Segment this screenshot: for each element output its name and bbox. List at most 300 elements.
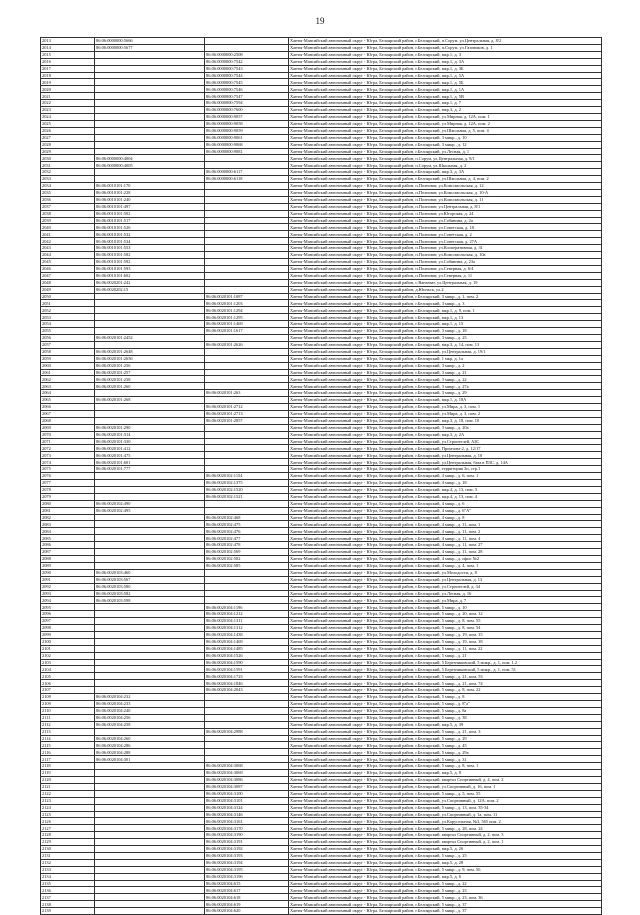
land-cadastral-number-cell	[95, 763, 205, 770]
land-cadastral-number-cell: 86:06:0000000:5677	[95, 44, 205, 51]
address-cell: Ханты-Мансийский автономный округ - Югра, Белоярский район, г.Белоярский, п.Сорум, ул.Центральная, д. 8/2	[289, 38, 602, 45]
building-cadastral-number-cell: 86:06:0020104:1438	[205, 631, 289, 638]
address-cell: Ханты-Мансийский автономный округ - Югра, Белоярский район, г.Белоярский, 3 микр., д. 3	[289, 300, 602, 307]
address-cell: Ханты-Мансийский автономный округ - Югра, Белоярский район, г.Белоярский, 3 микр., д. 21	[289, 369, 602, 376]
land-cadastral-number-cell: 86:06:0020101:256	[95, 362, 205, 369]
land-cadastral-number-cell	[95, 797, 205, 804]
row-number-cell: 2093	[41, 590, 95, 597]
building-cadastral-number-cell	[205, 445, 289, 452]
row-number-cell: 2068	[41, 417, 95, 424]
table-row	[41, 859, 602, 866]
building-cadastral-number-cell	[205, 721, 289, 728]
table-row	[41, 196, 602, 203]
address-cell: Ханты-Мансийский автономный округ - Югра, Белоярский район, п.Полноват, ул.Северная, д. 11	[289, 272, 602, 279]
address-cell: Ханты-Мансийский автономный округ - Югра, Белоярский район, п.Сорум, ул.Школьная, д. 2	[289, 162, 602, 169]
row-number-cell: 2095	[41, 604, 95, 611]
building-cadastral-number-cell	[205, 500, 289, 507]
land-cadastral-number-cell	[95, 521, 205, 528]
building-cadastral-number-cell	[205, 203, 289, 210]
row-number-cell: 2050	[41, 293, 95, 300]
table-row	[41, 728, 602, 735]
address-cell: Ханты-Мансийский автономный округ - Югра, Белоярский район, г.Белоярский, 3 микр., д. 25	[289, 334, 602, 341]
land-cadastral-number-cell	[95, 645, 205, 652]
land-cadastral-number-cell	[95, 134, 205, 141]
row-number-cell: 2026	[41, 127, 95, 134]
building-cadastral-number-cell: 86:06:0020104:615	[205, 880, 289, 887]
row-number-cell: 2061	[41, 369, 95, 376]
address-cell: Ханты-Мансийский автономный округ - Югра, Белоярский район, г.Белоярский, мкр.3, д. 14, пом. 13	[289, 341, 602, 348]
row-number-cell: 2108	[41, 694, 95, 701]
row-number-cell: 2127	[41, 825, 95, 832]
table-row	[41, 749, 602, 756]
row-number-cell: 2032	[41, 169, 95, 176]
land-cadastral-number-cell: 86:06:0010101:534	[95, 238, 205, 245]
land-cadastral-number-cell	[95, 148, 205, 155]
table-row	[41, 279, 602, 286]
land-cadastral-number-cell	[95, 894, 205, 901]
land-cadastral-number-cell	[95, 652, 205, 659]
address-cell: Ханты-Мансийский автономный округ - Югра, Белоярский район, г.Белоярский, мкр.3, д. 3А	[289, 169, 602, 176]
address-cell: Ханты-Мансийский автономный округ - Югра, Белоярский район, г.Белоярский, ул.Школьная, д. 5, пом. 4	[289, 127, 602, 134]
table-row	[41, 390, 602, 397]
address-cell: Ханты-Мансийский автономный округ - Югра, Белоярский район, г.Белоярский, 3 микр., д. 20а	[289, 424, 602, 431]
land-cadastral-number-cell: 86:06:0020104:256	[95, 714, 205, 721]
row-number-cell: 2016	[41, 58, 95, 65]
table-row	[41, 701, 602, 708]
land-cadastral-number-cell: 86:06:0000000:4005	[95, 162, 205, 169]
building-cadastral-number-cell: 86:06:0020101:263	[205, 390, 289, 397]
table-row	[41, 707, 602, 714]
address-cell: Ханты-Мансийский автономный округ - Югра, Белоярский район, г.Белоярский, ул.Строителей, д. 34	[289, 583, 602, 590]
row-number-cell: 2059	[41, 355, 95, 362]
building-cadastral-number-cell: 86:06:0020104:3193	[205, 852, 289, 859]
table-row	[41, 521, 602, 528]
address-cell: Ханты-Мансийский автономный округ - Югра, Белоярский район, г.Белоярский, 4 микр., д. 11, пом. 27	[289, 542, 602, 549]
address-cell: Ханты-Мансийский автономный округ - Югра, Белоярский район, г.Белоярский, 5 микр., д. 28, пом. 24	[289, 825, 602, 832]
address-cell: Ханты-Мансийский автономный округ - Югра, Белоярский район, г.Белоярский, мкр.5, д. 8	[289, 770, 602, 777]
land-cadastral-number-cell: 86:06:0020103:598	[95, 597, 205, 604]
row-number-cell: 2028	[41, 141, 95, 148]
land-cadastral-number-cell: 86:06:0020104:260	[95, 735, 205, 742]
address-cell: Ханты-Мансийский автономный округ - Югра, Белоярский район, г.Белоярский, 5 микр., д. 37	[289, 901, 602, 908]
land-cadastral-number-cell: 86:06:0010101:532	[95, 231, 205, 238]
address-cell: Ханты-Мансийский автономный округ - Югра, Белоярский район, г.Белоярский, мкр.1, д. 9, пом. 1	[289, 307, 602, 314]
row-number-cell: 2126	[41, 818, 95, 825]
land-cadastral-number-cell	[95, 825, 205, 832]
building-cadastral-number-cell: 86:06:0020102:475	[205, 521, 289, 528]
table-row	[41, 100, 602, 107]
land-cadastral-number-cell	[95, 300, 205, 307]
address-cell: Ханты-Мансийский автономный округ - Югра, Белоярский район, п.Полноват, ул.Советская, д. 18	[289, 224, 602, 231]
row-number-cell: 2044	[41, 252, 95, 259]
building-cadastral-number-cell: 86:06:0020102:1375	[205, 480, 289, 487]
land-cadastral-number-cell: 86:06:0010101:593	[95, 265, 205, 272]
table-row	[41, 38, 602, 45]
building-cadastral-number-cell: 86:06:0020102:582	[205, 555, 289, 562]
land-cadastral-number-cell	[95, 873, 205, 880]
building-cadastral-number-cell: 86:06:0000000:9058	[205, 120, 289, 127]
land-cadastral-number-cell: 86:06:0010101:517	[95, 217, 205, 224]
address-cell: Ханты-Мансийский автономный округ - Югра, Белоярский район, п.Полноват, ул.Северная, д. 6/4	[289, 265, 602, 272]
address-cell: Ханты-Мансийский автономный округ - Югра, Белоярский район, г.Белоярский, мкр.1, д. 5Б	[289, 79, 602, 86]
table-row	[41, 348, 602, 355]
row-number-cell: 2117	[41, 756, 95, 763]
address-cell: Ханты-Мансийский автономный округ - Югра, Белоярский район, г.Белоярский, 3 микр., д. 10	[289, 134, 602, 141]
table-row	[41, 528, 602, 535]
table-row	[41, 776, 602, 783]
table-row	[41, 714, 602, 721]
row-number-cell: 2089	[41, 562, 95, 569]
building-cadastral-number-cell: 86:06:0020104:3194	[205, 859, 289, 866]
land-cadastral-number-cell	[95, 542, 205, 549]
address-cell: Ханты-Мансийский автономный округ - Югра, Белоярский район, г.Белоярский, мкр.4, д. 13, пом. 3	[289, 486, 602, 493]
building-cadastral-number-cell	[205, 742, 289, 749]
address-cell: Ханты-Мансийский автономный округ - Югра, Белоярский район, г.Белоярский, 3 микр., д. 12	[289, 141, 602, 148]
address-cell: Ханты-Мансийский автономный округ - Югра, Белоярский район, г.Белоярский, мкр.1, д. 7	[289, 100, 602, 107]
address-cell: Ханты-Мансийский автономный округ - Югра, Белоярский район, г.Белоярский, мкр.3, д. 2А	[289, 431, 602, 438]
row-number-cell: 2106	[41, 680, 95, 687]
land-cadastral-number-cell	[95, 776, 205, 783]
address-cell: Ханты-Мансийский автономный округ - Югра, Белоярский район, г.Белоярский, 4 микр., д. 6	[289, 500, 602, 507]
table-row	[41, 431, 602, 438]
table-row	[41, 210, 602, 217]
address-cell: Ханты-Мансийский автономный округ - Югра, Белоярский район, п.Полноват, ул.Югорская, д. 24	[289, 210, 602, 217]
land-cadastral-number-cell: 86:06:0020101:777	[95, 466, 205, 473]
row-number-cell: 2021	[41, 93, 95, 100]
land-cadastral-number-cell: 86:06:0020101:257	[95, 369, 205, 376]
address-cell: Ханты-Мансийский автономный округ - Югра, Белоярский район, п.Полноват, ул.Комсомольская, д. 12	[289, 183, 602, 190]
land-cadastral-number-cell	[95, 176, 205, 183]
row-number-cell: 2047	[41, 272, 95, 279]
row-number-cell: 2076	[41, 473, 95, 480]
building-cadastral-number-cell	[205, 438, 289, 445]
table-row	[41, 355, 602, 362]
row-number-cell: 2136	[41, 887, 95, 894]
building-cadastral-number-cell	[205, 569, 289, 576]
land-cadastral-number-cell: 86:06:0020202:15	[95, 286, 205, 293]
building-cadastral-number-cell: 86:06:0000000:6118	[205, 176, 289, 183]
table-row	[41, 300, 602, 307]
row-number-cell: 2025	[41, 120, 95, 127]
table-row	[41, 341, 602, 348]
building-cadastral-number-cell	[205, 424, 289, 431]
property-register-table	[40, 37, 602, 915]
address-cell: Ханты-Мансийский автономный округ - Югра, Белоярский район, г.Белоярский, 5 Березниковский, 5 микр., д. 1, пом. 51	[289, 666, 602, 673]
land-cadastral-number-cell	[95, 832, 205, 839]
land-cadastral-number-cell: 86:06:0020101:2656	[95, 355, 205, 362]
building-cadastral-number-cell: 86:06:0020104:3170	[205, 825, 289, 832]
land-cadastral-number-cell	[95, 404, 205, 411]
address-cell: Ханты-Мансийский автономный округ - Югра, Белоярский район, г.Белоярский, ул.Мирная, д. 12А, пом. 2	[289, 120, 602, 127]
building-cadastral-number-cell: 86:06:0020104:1590	[205, 659, 289, 666]
table-row	[41, 404, 602, 411]
row-number-cell: 2124	[41, 804, 95, 811]
land-cadastral-number-cell	[95, 417, 205, 424]
row-number-cell: 2031	[41, 162, 95, 169]
address-cell: Ханты-Мансийский автономный округ - Югра, Белоярский район, г.Белоярский, 5 микр., д. 22	[289, 880, 602, 887]
table-row	[41, 417, 602, 424]
land-cadastral-number-cell: 86:06:0020101:475	[95, 452, 205, 459]
land-cadastral-number-cell: 86:06:0020101:268	[95, 397, 205, 404]
address-cell: Ханты-Мансийский автономный округ - Югра, Белоярский район, г.Белоярский, квартал Спортивный, д. 2, пом. 3	[289, 832, 602, 839]
address-cell: Ханты-Мансийский автономный округ - Югра, Белоярский район, г.Белоярский, 5 микр., д. 8, пом. 1	[289, 763, 602, 770]
table-row	[41, 818, 602, 825]
land-cadastral-number-cell	[95, 846, 205, 853]
row-number-cell: 2038	[41, 210, 95, 217]
building-cadastral-number-cell	[205, 155, 289, 162]
address-cell: Ханты-Мансийский автономный округ - Югра, Белоярский район, г.Белоярский, ул.Лесная, д. 1	[289, 148, 602, 155]
row-number-cell: 2048	[41, 279, 95, 286]
table-body	[41, 38, 602, 915]
table-row	[41, 486, 602, 493]
building-cadastral-number-cell	[205, 362, 289, 369]
row-number-cell: 2060	[41, 362, 95, 369]
table-row	[41, 625, 602, 632]
address-cell: Ханты-Мансийский автономный округ - Югра, Белоярский район, п.Полноват, ул.Комсомольская, д. 10-А	[289, 189, 602, 196]
building-cadastral-number-cell	[205, 369, 289, 376]
table-row	[41, 901, 602, 908]
table-row	[41, 887, 602, 894]
table-row	[41, 535, 602, 542]
table-row	[41, 562, 602, 569]
table-row	[41, 673, 602, 680]
row-number-cell: 2045	[41, 259, 95, 266]
address-cell: Ханты-Мансийский автономный округ - Югра, Белоярский район, г.Белоярский, 5 микр., д. 45	[289, 742, 602, 749]
building-cadastral-number-cell: 86:06:0000000:9081	[205, 148, 289, 155]
building-cadastral-number-cell	[205, 210, 289, 217]
address-cell: Ханты-Мансийский автономный округ - Югра, Белоярский район, п.Сорум, ул.Центральная, д. 8/1	[289, 155, 602, 162]
row-number-cell: 2082	[41, 514, 95, 521]
land-cadastral-number-cell: 86:06:0020201:242	[95, 279, 205, 286]
row-number-cell: 2022	[41, 100, 95, 107]
building-cadastral-number-cell: 86:06:0020104:3087	[205, 783, 289, 790]
building-cadastral-number-cell: 86:06:0020104:2988	[205, 728, 289, 735]
land-cadastral-number-cell: 86:06:0010101:582	[95, 252, 205, 259]
row-number-cell: 2123	[41, 797, 95, 804]
building-cadastral-number-cell	[205, 189, 289, 196]
table-row	[41, 79, 602, 86]
row-number-cell: 2110	[41, 707, 95, 714]
row-number-cell: 2118	[41, 763, 95, 770]
row-number-cell: 2018	[41, 72, 95, 79]
table-row	[41, 397, 602, 404]
address-cell: Ханты-Мансийский автономный округ - Югра, Белоярский район, г.Белоярский, 4 микр., д. 11, пом. 28	[289, 549, 602, 556]
table-row	[41, 424, 602, 431]
land-cadastral-number-cell: 86:06:0020101:601	[95, 459, 205, 466]
address-cell: Ханты-Мансийский автономный округ - Югра, Белоярский район, г.Белоярский, 5 микр., д. 21	[289, 652, 602, 659]
address-cell: Ханты-Мансийский автономный округ - Югра, Белоярский район, г.Белоярский, 5 микр., д. 23, пом. 36	[289, 894, 602, 901]
land-cadastral-number-cell	[95, 390, 205, 397]
address-cell: Ханты-Мансийский автономный округ - Югра, Белоярский район, г.Белоярский, квартал Спортивный, д. 2, пом. 1	[289, 839, 602, 846]
row-number-cell: 2100	[41, 638, 95, 645]
table-row	[41, 466, 602, 473]
land-cadastral-number-cell	[95, 58, 205, 65]
table-row	[41, 141, 602, 148]
land-cadastral-number-cell	[95, 604, 205, 611]
building-cadastral-number-cell	[205, 466, 289, 473]
building-cadastral-number-cell: 86:06:0020104:1311	[205, 618, 289, 625]
building-cadastral-number-cell	[205, 749, 289, 756]
table-row	[41, 542, 602, 549]
table-row	[41, 51, 602, 58]
table-row	[41, 680, 602, 687]
address-cell: Ханты-Мансийский автономный округ - Югра, Белоярский район, г.Белоярский, 5 микр., д. 10	[289, 604, 602, 611]
building-cadastral-number-cell: 86:06:0020104:1846	[205, 680, 289, 687]
land-cadastral-number-cell: 86:06:0020101:412	[95, 445, 205, 452]
address-cell: Ханты-Мансийский автономный округ - Югра, Белоярский район, г.Белоярский, ул.Спортивный, д. 12А, пом. 2	[289, 797, 602, 804]
building-cadastral-number-cell: 86:06:0020102:468	[205, 514, 289, 521]
row-number-cell: 2055	[41, 328, 95, 335]
building-cadastral-number-cell: 86:06:0020102:569	[205, 549, 289, 556]
table-row	[41, 645, 602, 652]
building-cadastral-number-cell	[205, 383, 289, 390]
address-cell: Ханты-Мансийский автономный округ - Югра, Белоярский район, г.Белоярский, 3 микр., д. 18	[289, 328, 602, 335]
address-cell: Ханты-Мансийский автономный округ - Югра, Белоярский район, п.Полноват, ул.Советская, д. 27А	[289, 238, 602, 245]
building-cadastral-number-cell: 86:06:0020102:476	[205, 528, 289, 535]
building-cadastral-number-cell	[205, 756, 289, 763]
table-row	[41, 618, 602, 625]
building-cadastral-number-cell: 86:06:0020101:2712	[205, 404, 289, 411]
table-row	[41, 493, 602, 500]
land-cadastral-number-cell: 86:06:0010101:170	[95, 183, 205, 190]
row-number-cell: 2071	[41, 438, 95, 445]
address-cell: Ханты-Мансийский автономный округ - Югра, Белоярский район, п.Полноват, ул.Кооперативная, д. 31	[289, 245, 602, 252]
address-cell: Ханты-Мансийский автономный округ - Югра, Белоярский район, г.Белоярский, мкр.3, д. 2	[289, 107, 602, 114]
building-cadastral-number-cell	[205, 238, 289, 245]
table-row	[41, 569, 602, 576]
land-cadastral-number-cell	[95, 804, 205, 811]
row-number-cell: 2105	[41, 673, 95, 680]
table-row	[41, 866, 602, 873]
building-cadastral-number-cell: 86:06:0000000:7547	[205, 93, 289, 100]
building-cadastral-number-cell	[205, 707, 289, 714]
row-number-cell: 2120	[41, 776, 95, 783]
address-cell: Ханты-Мансийский автономный округ - Югра, Белоярский район, г.Белоярский, ул.Центральная, д. 10	[289, 452, 602, 459]
address-cell: Ханты-Мансийский автономный округ - Югра, Белоярский район, с.Ванзеват, ул.Центральная, д. 19	[289, 279, 602, 286]
land-cadastral-number-cell: 86:06:0010101:526	[95, 224, 205, 231]
address-cell: Ханты-Мансийский автономный округ - Югра, Белоярский район, г.Белоярский, территория 3п, стр.1	[289, 466, 602, 473]
land-cadastral-number-cell	[95, 638, 205, 645]
building-cadastral-number-cell: 86:06:0000000:7545	[205, 79, 289, 86]
address-cell: Ханты-Мансийский автономный округ - Югра, Белоярский район, г.Белоярский, 3 микр., д. 2	[289, 362, 602, 369]
table-row	[41, 321, 602, 328]
land-cadastral-number-cell	[95, 811, 205, 818]
land-cadastral-number-cell	[95, 169, 205, 176]
row-number-cell: 2014	[41, 44, 95, 51]
table-row	[41, 86, 602, 93]
address-cell: Ханты-Мансийский автономный округ - Югра, Белоярский район, г.Белоярский, 5 микр., д. 37	[289, 908, 602, 915]
row-number-cell: 2087	[41, 549, 95, 556]
land-cadastral-number-cell	[95, 127, 205, 134]
row-number-cell: 2017	[41, 65, 95, 72]
table-row	[41, 155, 602, 162]
building-cadastral-number-cell: 86:06:0020104:3196	[205, 873, 289, 880]
address-cell: Ханты-Мансийский автономный округ - Югра, Белоярский район, г.Белоярский, мкр.1, д. 5В	[289, 93, 602, 100]
row-number-cell: 2113	[41, 728, 95, 735]
land-cadastral-number-cell	[95, 514, 205, 521]
table-row	[41, 369, 602, 376]
land-cadastral-number-cell	[95, 659, 205, 666]
row-number-cell: 2037	[41, 203, 95, 210]
page-number: 19	[315, 16, 325, 26]
table-row	[41, 328, 602, 335]
land-cadastral-number-cell: 86:06:0010101:240	[95, 196, 205, 203]
row-number-cell: 2074	[41, 459, 95, 466]
address-cell: Ханты-Мансийский автономный округ - Югра, Белоярский район, г.Белоярский, ул.Центральная, база в ПЗС, д. 14А	[289, 459, 602, 466]
land-cadastral-number-cell: 86:06:0020101:258	[95, 376, 205, 383]
table-row	[41, 259, 602, 266]
address-cell: Ханты-Мансийский автономный округ - Югра, Белоярский район, г.Белоярский, мкр.1, д. 18А	[289, 397, 602, 404]
building-cadastral-number-cell	[205, 231, 289, 238]
row-number-cell: 2114	[41, 735, 95, 742]
address-cell: Ханты-Мансийский автономный округ - Югра, Белоярский район, г.Белоярский, 5 микр., д. 20, пом. 12	[289, 611, 602, 618]
table-row	[41, 265, 602, 272]
address-cell: Ханты-Мансийский автономный округ - Югра, Белоярский район, г.Белоярский, 5 микр., д. 21, пом. 74	[289, 680, 602, 687]
address-cell: Ханты-Мансийский автономный округ - Югра, Белоярский район, г.Белоярский, мкр.5, д. 26	[289, 846, 602, 853]
land-cadastral-number-cell: 86:06:0020103:460	[95, 569, 205, 576]
row-number-cell: 2122	[41, 790, 95, 797]
table-row	[41, 362, 602, 369]
address-cell: Ханты-Мансийский автономный округ - Югра, Белоярский район, г.Белоярский, 3 микр., д. 1, пом. 2	[289, 293, 602, 300]
building-cadastral-number-cell	[205, 279, 289, 286]
address-cell: Ханты-Мансийский автономный округ - Югра, Белоярский район, г.Белоярский, мкр.5, д. 28	[289, 859, 602, 866]
building-cadastral-number-cell	[205, 355, 289, 362]
row-number-cell: 2067	[41, 410, 95, 417]
land-cadastral-number-cell	[95, 107, 205, 114]
address-cell: Ханты-Мансийский автономный округ - Югра, Белоярский район, п.Полноват, ул.Советская, д. 2	[289, 231, 602, 238]
table-row	[41, 307, 602, 314]
row-number-cell: 2132	[41, 859, 95, 866]
address-cell: Ханты-Мансийский автономный округ - Югра, Белоярский район, г.Белоярский, 3 микр., д. 22	[289, 376, 602, 383]
land-cadastral-number-cell: 86:06:0020104:233	[95, 701, 205, 708]
building-cadastral-number-cell: 86:06:0020102:1520	[205, 486, 289, 493]
table-row	[41, 894, 602, 901]
table-row	[41, 459, 602, 466]
row-number-cell: 2083	[41, 521, 95, 528]
building-cadastral-number-cell: 86:06:0000000:7594	[205, 100, 289, 107]
building-cadastral-number-cell: 86:06:0000000:7544	[205, 72, 289, 79]
building-cadastral-number-cell: 86:06:0020101:1295	[205, 314, 289, 321]
table-row	[41, 410, 602, 417]
land-cadastral-number-cell	[95, 901, 205, 908]
land-cadastral-number-cell	[95, 72, 205, 79]
address-cell: Ханты-Мансийский автономный округ - Югра, Белоярский район, г.Белоярский, 4 микр., д. 11, пом. 2	[289, 528, 602, 535]
building-cadastral-number-cell: 86:06:0020104:619	[205, 901, 289, 908]
row-number-cell: 2062	[41, 376, 95, 383]
address-cell: Ханты-Мансийский автономный округ - Югра, Белоярский район, г.Белоярский, 5 микр., д. 31	[289, 756, 602, 763]
address-cell: Ханты-Мансийский автономный округ - Югра, Белоярский район, г.Белоярский, мкр.4, д. 13, пом. 4	[289, 493, 602, 500]
row-number-cell: 2101	[41, 645, 95, 652]
land-cadastral-number-cell	[95, 783, 205, 790]
land-cadastral-number-cell	[95, 687, 205, 694]
table-row	[41, 631, 602, 638]
building-cadastral-number-cell: 86:06:0000000:7543	[205, 65, 289, 72]
row-number-cell: 2129	[41, 839, 95, 846]
row-number-cell: 2051	[41, 300, 95, 307]
table-row	[41, 583, 602, 590]
address-cell: Ханты-Мансийский автономный округ - Югра, Белоярский район, г.Белоярский, 1 мкр, д. 1а	[289, 355, 602, 362]
building-cadastral-number-cell	[205, 714, 289, 721]
address-cell: Ханты-Мансийский автономный округ - Югра, Белоярский район, г.Белоярский, мкр.3, д. 18, пом. 10	[289, 417, 602, 424]
table-row	[41, 846, 602, 853]
building-cadastral-number-cell: 86:06:0020101:2857	[205, 417, 289, 424]
table-row	[41, 176, 602, 183]
address-cell: Ханты-Мансийский автономный округ - Югра, Белоярский район, г.Белоярский, 5 Березниковский, 5 микр., д. 1, пом. 1.2	[289, 659, 602, 666]
address-cell: Ханты-Мансийский автономный округ - Югра, Белоярский район, г.Белоярский, ул.Центральная, д. 19/1	[289, 348, 602, 355]
row-number-cell: 2064	[41, 390, 95, 397]
building-cadastral-number-cell: 86:06:0000000:6117	[205, 169, 289, 176]
land-cadastral-number-cell	[95, 549, 205, 556]
